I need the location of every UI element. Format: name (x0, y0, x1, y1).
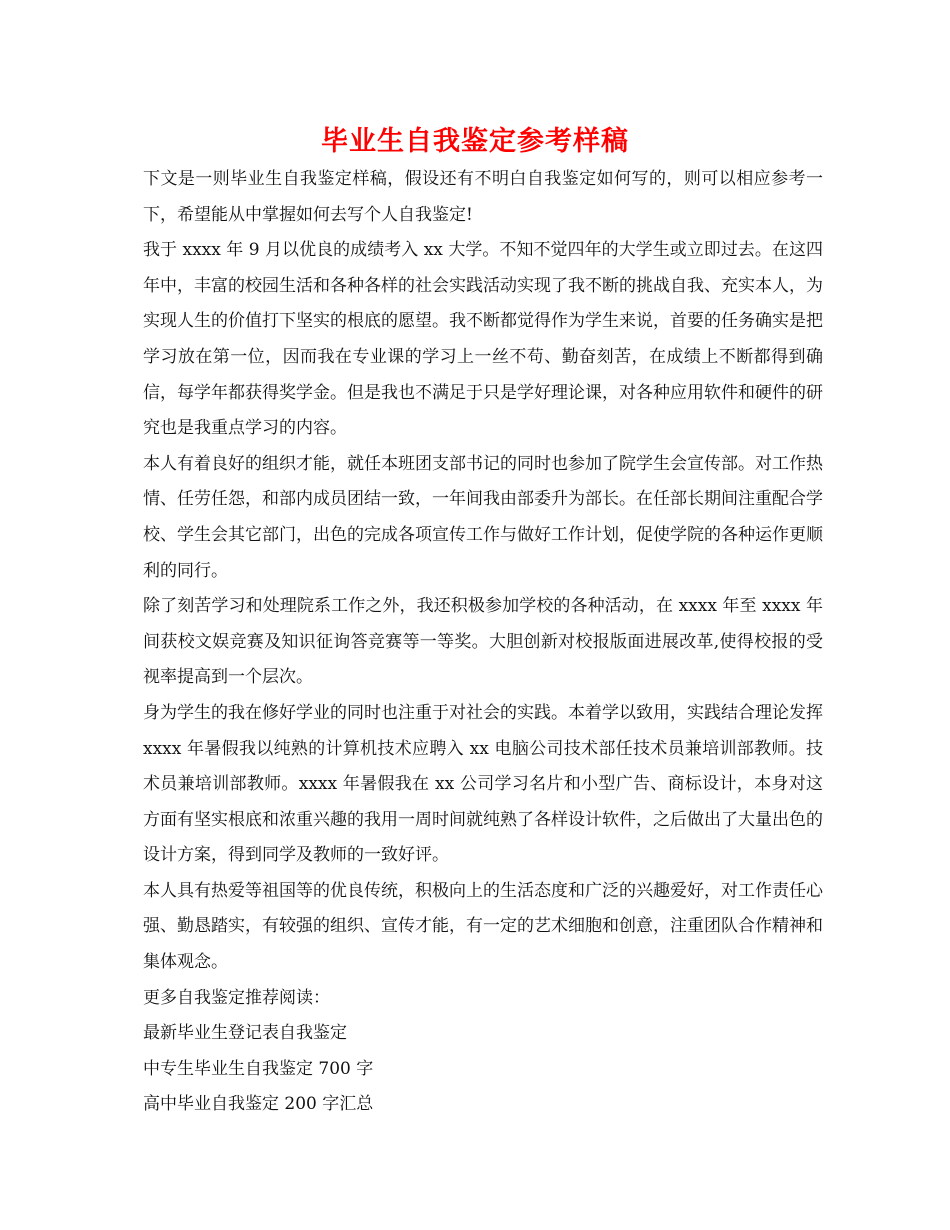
paragraph-practice: 身为学生的我在修好学业的同时也注重于对社会的实践。本着学以致用，实践结合理论发挥 xxxx 年暑假我以纯熟的计算机技术应聘入 xx 电脑公司技术部任技术员兼培训部教师。技术员兼培训部教师。xxxx 年暑假我在 xx 公司学习名片和小型广告、商标设计，本身对这方面有坚实根底和浓重兴趣的我用一周时间就纯熟了各样设计软件，之后做出了大量出色的设计方案，得到同学及教师的一致好评。 (143, 702, 823, 866)
page-title: 毕业生自我鉴定参考样稿 (321, 126, 629, 157)
document-body (143, 162, 823, 1123)
paragraph-character: 本人具有热爱等祖国等的优良传统，积极向上的生活态度和广泛的兴趣爱好，对工作责任心强、勤恳踏实，有较强的组织、宣传才能，有一定的艺术细胞和创意，注重团队合作精神和集体观念。 (143, 880, 823, 973)
paragraph-study: 我于 xxxx 年 9 月以优良的成绩考入 xx 大学。不知不觉四年的大学生或立即过去。在这四年中，丰富的校园生活和各种各样的社会实践活动实现了我不断的挑战自我、充实本人，为实现人生的价值打下坚实的根底的愿望。我不断都觉得作为学生来说，首要的任务确实是把学习放在第一位，因而我在专业课的学习上一丝不苟、勤奋刻苦，在成绩上不断都得到确信，每学年都获得奖学金。但是我也不满足于只是学好理论课，对各种应用软件和硬件的研究也是我重点学习的内容。 (143, 240, 823, 439)
paragraph-organization: 本人有着良好的组织才能，就任本班团支部书记的同时也参加了院学生会宣传部。对工作热情、任劳任怨，和部内成员团结一致，一年间我由部委升为部长。在任部长期间注重配合学校、学生会其它部门，出色的完成各项宣传工作与做好工作计划，促使学院的各种运作更顺利的同行。 (143, 453, 823, 581)
more-reading-heading: 更多自我鉴定推荐阅读： (143, 987, 330, 1008)
paragraph-activities: 除了刻苦学习和处理院系工作之外，我还积极参加学校的各种活动，在 xxxx 年至 xxxx 年间获校文娱竞赛及知识征询答竞赛等一等奖。大胆创新对校报版面进展改革,使得校报的受视率提高到一个层次。 (143, 596, 823, 688)
more-reading-link[interactable]: 中专生毕业生自我鉴定 700 字 (143, 1058, 374, 1079)
more-reading-link[interactable]: 高中毕业自我鉴定 200 字汇总 (143, 1094, 374, 1115)
paragraph-intro: 下文是一则毕业生自我鉴定样稿，假设还有不明白自我鉴定如何写的，则可以相应参考一下，希望能从中掌握如何去写个人自我鉴定! (143, 169, 823, 225)
more-reading-link[interactable]: 最新毕业生登记表自我鉴定 (143, 1023, 347, 1044)
